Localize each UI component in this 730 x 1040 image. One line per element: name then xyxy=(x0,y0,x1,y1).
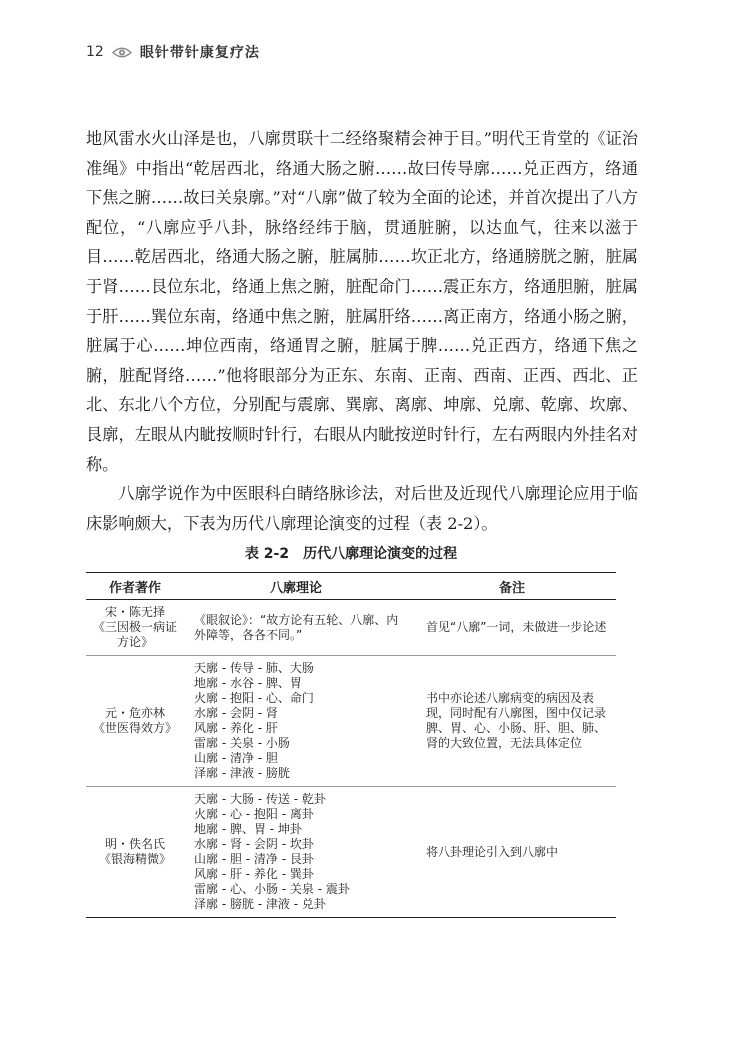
table-row xyxy=(86,600,616,656)
theory-line: 山廓 - 清净 - 胆 xyxy=(194,751,278,765)
body-text xyxy=(86,124,638,538)
theory-line: 风廓 - 肝 - 养化 - 巽卦 xyxy=(194,867,314,881)
theory-line: 地廓 - 水谷 - 脾、胃 xyxy=(194,676,302,690)
theory-line: 火廓 - 心 - 抱阳 - 离卦 xyxy=(194,807,314,821)
theory-line: 雷廓 - 关泉 - 小肠 xyxy=(194,736,290,750)
author-line: 明・佚名氏 xyxy=(104,837,165,851)
header-theory: 八廓理论 xyxy=(184,573,408,600)
cell-note: 书中亦论述八廓病变的病因及表现，同时配有八廓图，图中仅记录脾、胃、心、小肠、肝、胆、肺、肾的大致位置，无法具体定位 xyxy=(408,656,616,787)
table-row xyxy=(86,656,616,787)
paragraph-1: 地风雷水火山泽是也，八廓贯联十二经络聚精会神于目。”明代王肯堂的《证治准绳》中指出“乾居西北，络通大肠之腑……故曰传导廓……兑正西方，络通下焦之腑……故曰关泉廓。”对“八廓”做了较为全面的论述，并首次提出了八方配位，“八廓应乎八卦，脉络经纬于脑，贯通脏腑，以达血气，往来以滋于目……乾居西北，络通大肠之腑，脏属肺……坎正北方，络通膀胱之腑，脏属于肾……艮位东北，络通上焦之腑，脏配命门……震正东方，络通胆腑，脏属于肝……巽位东南，络通中焦之腑，脏属肝络……离正南方，络通小肠之腑，脏属于心……坤位西南，络通胃之腑，脏属于脾……兑正西方，络通下焦之腑，脏配肾络……”他将眼部分为正东、东南、正南、西南、正西、西北、正北、东北八个方位，分别配与震廓、巽廓、离廓、坤廓、兑廓、乾廓、坎廓、艮廓，左眼从内眦按顺时针行，右眼从内眦按逆时针行，左右两眼内外挂名对称。 xyxy=(86,129,638,474)
author-line: 《银海精微》 xyxy=(98,852,171,866)
header-note: 备注 xyxy=(408,573,616,600)
theory-line: 外障等，各各不同。” xyxy=(194,627,303,642)
cell-theory xyxy=(184,787,408,918)
table-row xyxy=(86,787,616,918)
table-caption: 表 2-2 历代八廓理论演变的过程 xyxy=(244,546,458,562)
eye-icon xyxy=(112,46,132,59)
theory-line: 地廓 - 脾、胃 - 坤卦 xyxy=(194,822,302,836)
theory-line: 水廓 - 肾 - 会阴 - 坎卦 xyxy=(194,837,314,851)
author-line: 宋・陈无择 xyxy=(104,605,165,619)
paragraph-2: 八廓学说作为中医眼科白睛络脉诊法，对后世及近现代八廓理论应用于临床影响颇大，下表为历代八廓理论演变的过程（表 2-2）。 xyxy=(86,484,638,533)
cell-theory xyxy=(184,656,408,787)
theory-line: 泽廓 - 津液 - 膀胱 xyxy=(194,766,290,780)
author-line: 《世医得效方》 xyxy=(92,721,177,735)
theory-line: 天廓 - 传导 - 肺、大肠 xyxy=(194,661,314,675)
theory-line: 火廓 - 抱阳 - 心、命门 xyxy=(194,691,314,705)
header-author: 作者著作 xyxy=(86,573,184,600)
running-header xyxy=(86,40,260,64)
cell-note: 将八卦理论引入到八廓中 xyxy=(408,787,616,918)
author-line: 方论》 xyxy=(116,635,153,649)
theory-table xyxy=(86,572,616,918)
theory-line: 山廓 - 胆 - 清净 - 艮卦 xyxy=(194,852,314,866)
theory-line: 风廓 - 养化 - 肝 xyxy=(194,721,278,735)
theory-line: 天廓 - 大肠 - 传送 - 乾卦 xyxy=(194,792,326,806)
theory-line: 泽廓 - 膀胱 - 津液 - 兑卦 xyxy=(194,897,326,911)
table-header-row xyxy=(86,573,616,600)
cell-note: 首见“八廓”一词，未做进一步论述 xyxy=(408,600,616,656)
theory-line: 水廓 - 会阴 - 肾 xyxy=(194,706,278,720)
book-title: 眼针带针康复疗法 xyxy=(139,45,260,61)
cell-author xyxy=(86,787,184,918)
author-line: 《三因极一病证 xyxy=(92,620,177,634)
author-line: 元・危亦林 xyxy=(104,706,165,720)
cell-theory xyxy=(184,600,408,656)
theory-line: 雷廓 - 心、小肠 - 关泉 - 震卦 xyxy=(194,882,350,896)
page-number: 12 xyxy=(86,44,104,60)
cell-author xyxy=(86,600,184,656)
theory-line: 《眼叙论》：“故方论有五轮、八廓、内 xyxy=(194,612,399,627)
cell-author xyxy=(86,656,184,787)
